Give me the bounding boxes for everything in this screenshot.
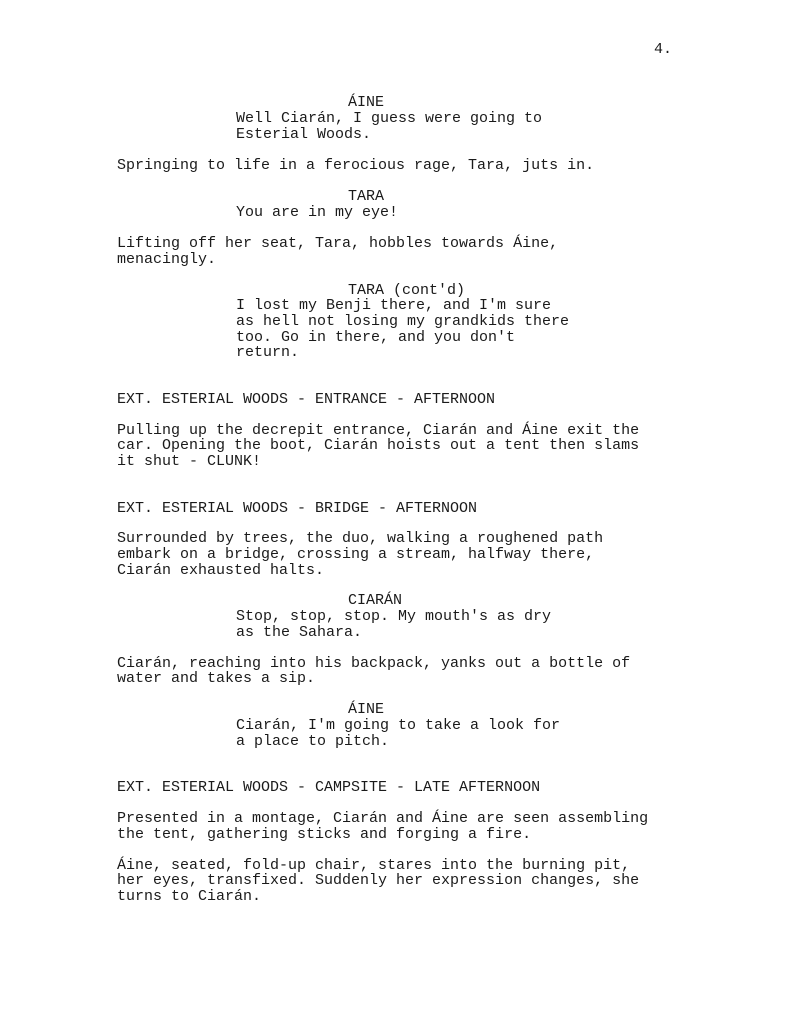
- action-line: the tent, gathering sticks and forging a fire.: [117, 826, 532, 843]
- dialogue-line: as the Sahara.: [236, 624, 363, 641]
- scene-heading: EXT. ESTERIAL WOODS - CAMPSITE - LATE AFTERNOON: [117, 779, 541, 796]
- action-line: Springing to life in a ferocious rage, Tara, juts in.: [117, 157, 595, 174]
- action-line: Pulling up the decrepit entrance, Ciarán and Áine exit the: [117, 422, 640, 439]
- action-line: water and takes a sip.: [117, 670, 316, 687]
- action-line: it shut - CLUNK!: [117, 453, 262, 470]
- action-line: Surrounded by trees, the duo, walking a roughened path: [117, 530, 604, 547]
- dialogue-line: You are in my eye!: [236, 204, 399, 221]
- dialogue-line: Well Ciarán, I guess were going to: [236, 110, 543, 127]
- dialogue-line: as hell not losing my grandkids there: [236, 313, 570, 330]
- character-name: ÁINE: [348, 701, 385, 718]
- character-name: CIARÁN: [348, 592, 403, 609]
- page-number: 4.: [654, 41, 673, 58]
- character-name: TARA (cont'd): [348, 282, 466, 299]
- action-line: embark on a bridge, crossing a stream, halfway there,: [117, 546, 595, 563]
- action-line: menacingly.: [117, 251, 217, 268]
- action-line: Presented in a montage, Ciarán and Áine are seen assembling: [117, 810, 649, 827]
- action-line: Ciarán exhausted halts.: [117, 562, 325, 579]
- action-line: car. Opening the boot, Ciarán hoists out a tent then slams: [117, 437, 640, 454]
- scene-heading: EXT. ESTERIAL WOODS - ENTRANCE - AFTERNOON: [117, 391, 496, 408]
- dialogue-line: Stop, stop, stop. My mouth's as dry: [236, 608, 552, 625]
- dialogue-line: Esterial Woods.: [236, 126, 372, 143]
- action-line: her eyes, transfixed. Suddenly her expression changes, she: [117, 872, 640, 889]
- dialogue-line: I lost my Benji there, and I'm sure: [236, 297, 552, 314]
- dialogue-line: return.: [236, 344, 300, 361]
- action-line: Áine, seated, fold-up chair, stares into the burning pit,: [117, 857, 631, 874]
- dialogue-line: too. Go in there, and you don't: [236, 329, 516, 346]
- action-line: Lifting off her seat, Tara, hobbles towards Áine,: [117, 235, 559, 252]
- scene-heading: EXT. ESTERIAL WOODS - BRIDGE - AFTERNOON: [117, 500, 478, 517]
- dialogue-line: Ciarán, I'm going to take a look for: [236, 717, 561, 734]
- action-line: turns to Ciarán.: [117, 888, 262, 905]
- action-line: Ciarán, reaching into his backpack, yanks out a bottle of: [117, 655, 631, 672]
- character-name: TARA: [348, 188, 385, 205]
- dialogue-line: a place to pitch.: [236, 733, 390, 750]
- character-name: ÁINE: [348, 94, 385, 111]
